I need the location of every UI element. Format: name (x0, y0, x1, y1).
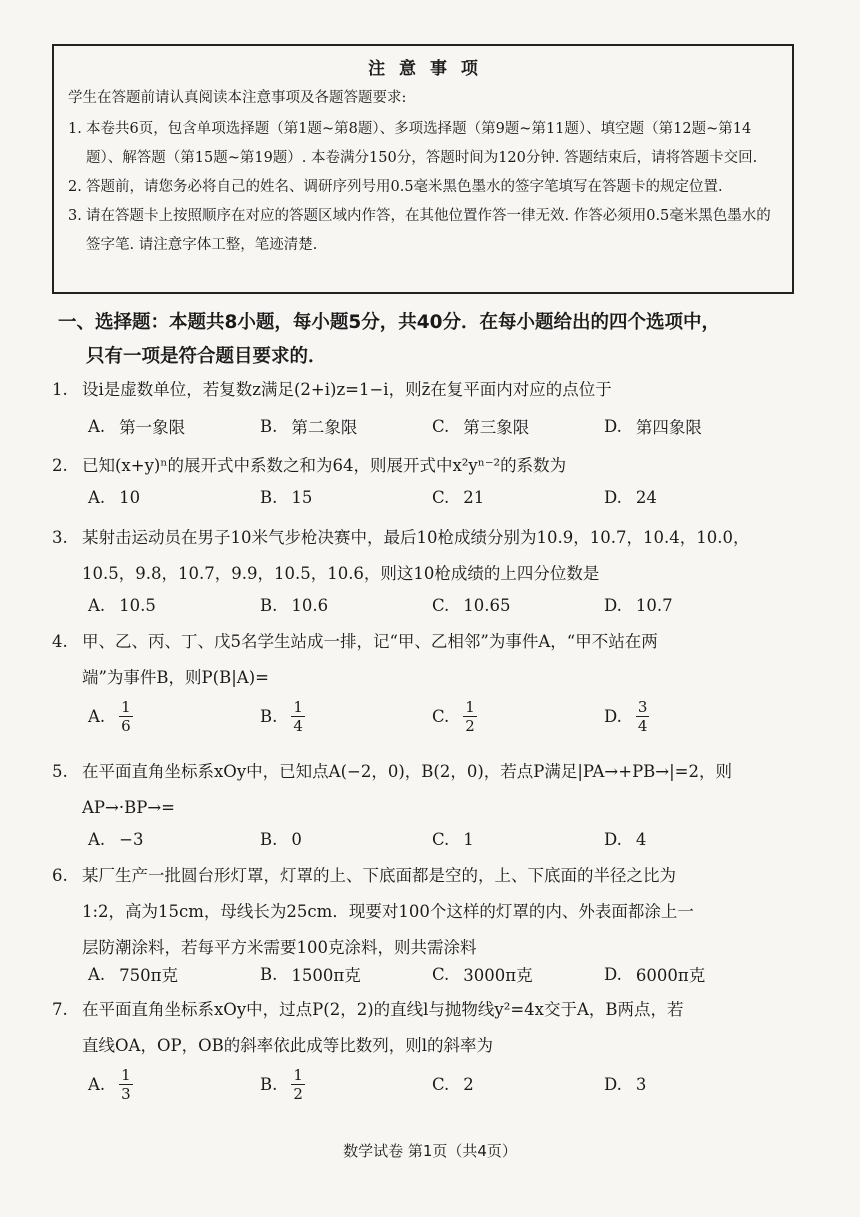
fraction: $\frac{3}{4}$ (637, 698, 648, 735)
notice-item-number: 2. (68, 179, 82, 195)
question-stem-continued: 层防潮涂料，若每平方米需要100克涂料，则共需涂料 (82, 938, 477, 957)
option-d: D. 10.7 (604, 596, 673, 615)
notice-item (68, 202, 782, 260)
option-b: B. 0 (260, 830, 302, 849)
notice-box (52, 44, 794, 294)
question-4 (52, 624, 812, 696)
question-number: 1. (52, 380, 68, 399)
question-number: 2. (52, 456, 68, 475)
option-a: A. 10 (88, 488, 141, 507)
option-c: C. 1 (432, 830, 474, 849)
question-stem-continued: 1:2，高为15cm，母线长为25cm．现要对100个这样的灯罩的内、外表面都涂上一 (82, 902, 694, 921)
options-3 (88, 596, 776, 615)
options-1 (88, 414, 776, 438)
question-2 (52, 448, 812, 484)
options-5 (88, 830, 776, 849)
question-stem: 设i是虚数单位，若复数z满足(2+i)z=1−i，则z̄在复平面内对应的点位于 (82, 380, 612, 399)
notice-item-text: 请在答题卡上按照顺序在对应的答题区域内作答，在其他位置作答一律无效. 作答必须用0.5毫米黑色墨水的签字笔. 请注意字体工整，笔迹清楚. (86, 208, 771, 253)
section-heading-line-2: 只有一项是符合题目要求的． (86, 346, 327, 367)
option-a: A. −3 (88, 830, 144, 849)
question-7 (52, 992, 812, 1064)
question-stem-continued: 直线OA，OP，OB的斜率依此成等比数列，则l的斜率为 (82, 1036, 494, 1055)
option-a: A. 10.5 (88, 596, 156, 615)
option-c: C. 3000π克 (432, 964, 533, 985)
option-a: A. $\frac{1}{6}$ (88, 698, 131, 735)
option-b: B. $\frac{1}{4}$ (260, 698, 303, 735)
option-d: D. 6000π克 (604, 964, 706, 985)
section-heading (58, 306, 818, 374)
question-6 (52, 858, 812, 966)
options-4 (88, 698, 776, 735)
notice-item-number: 1. (68, 121, 82, 137)
options-6 (88, 962, 776, 986)
question-number: 7. (52, 1000, 68, 1019)
option-c: C. 21 (432, 488, 485, 507)
option-b: B. 15 (260, 488, 313, 507)
question-stem-continued: 端”为事件B，则P(B|A)= (82, 668, 269, 687)
option-b: B. 第二象限 (260, 416, 358, 437)
question-stem: 在平面直角坐标系xOy中，已知点A(−2，0)，B(2，0)，若点P满足|PA→+PB→|=2，则 (82, 762, 733, 781)
question-number: 5. (52, 762, 68, 781)
notice-title: 注 意 事 项 (368, 59, 482, 79)
question-stem: 某射击运动员在男子10米气步枪决赛中，最后10枪成绩分别为10.9，10.7，10.4，10.0， (82, 528, 750, 547)
option-b: B. 1500π克 (260, 964, 361, 985)
question-stem-continued: 10.5，9.8，10.7，9.9，10.5，10.6，则这10枪成绩的上四分位数是 (82, 564, 600, 583)
notice-item-text: 答题前，请您务必将自己的姓名、调研序列号用0.5毫米黑色墨水的签字笔填写在答题卡的规定位置. (86, 179, 723, 195)
question-number: 4. (52, 632, 68, 651)
fraction: $\frac{1}{3}$ (121, 1066, 131, 1103)
notice-item (68, 115, 782, 173)
option-d: D. 3 (604, 1075, 647, 1094)
notice-intro: 学生在答题前请认真阅读本注意事项及各题答题要求: (68, 90, 407, 106)
option-a: A. 第一象限 (88, 416, 186, 437)
question-1 (52, 372, 812, 408)
option-d: D. 24 (604, 488, 657, 507)
option-c: C. 第三象限 (432, 416, 530, 437)
fraction: $\frac{1}{2}$ (293, 1066, 303, 1103)
section-heading-line-1: 一、选择题：本题共8小题，每小题5分，共40分．在每小题给出的四个选项中， (58, 312, 720, 333)
question-number: 6. (52, 866, 68, 885)
option-a: A. $\frac{1}{3}$ (88, 1066, 131, 1103)
option-d: D. 第四象限 (604, 416, 702, 437)
option-c: C. $\frac{1}{2}$ (432, 698, 475, 735)
option-d: D. $\frac{3}{4}$ (604, 698, 648, 735)
notice-item (68, 173, 782, 202)
question-stem: 已知(x+y)ⁿ的展开式中系数之和为64，则展开式中x²yⁿ⁻²的系数为 (82, 456, 567, 475)
option-a: A. 750π克 (88, 964, 179, 985)
fraction: $\frac{1}{4}$ (293, 698, 303, 735)
page-footer: 数学试卷 第1页（共4页） (343, 1142, 517, 1160)
option-c: C. 2 (432, 1075, 474, 1094)
question-number: 3. (52, 528, 68, 547)
notice-item-number: 3. (68, 208, 82, 224)
question-stem: 在平面直角坐标系xOy中，过点P(2，2)的直线l与抛物线y²=4x交于A，B两点，若 (82, 1000, 684, 1019)
options-2 (88, 488, 776, 507)
question-3 (52, 520, 812, 592)
question-5 (52, 754, 812, 826)
question-stem: 某厂生产一批圆台形灯罩，灯罩的上、下底面都是空的，上、下底面的半径之比为 (82, 866, 676, 885)
question-stem-continued: AP→·BP→= (82, 798, 175, 817)
option-c: C. 10.65 (432, 596, 511, 615)
option-d: D. 4 (604, 830, 647, 849)
notice-item-text: 本卷共6页，包含单项选择题（第1题~第8题）、多项选择题（第9题~第11题）、填空题（第12题~第14题）、解答题（第15题~第19题）. 本卷满分150分，答题时间为120分钟. 答题结束后，请将答题卡交回. (86, 121, 758, 166)
option-b: B. 10.6 (260, 596, 329, 615)
fraction: $\frac{1}{2}$ (465, 698, 475, 735)
options-7 (88, 1066, 776, 1103)
option-b: B. $\frac{1}{2}$ (260, 1066, 303, 1103)
question-stem: 甲、乙、丙、丁、戊5名学生站成一排，记“甲、乙相邻”为事件A，“甲不站在两 (82, 632, 658, 651)
fraction: $\frac{1}{6}$ (121, 698, 131, 735)
